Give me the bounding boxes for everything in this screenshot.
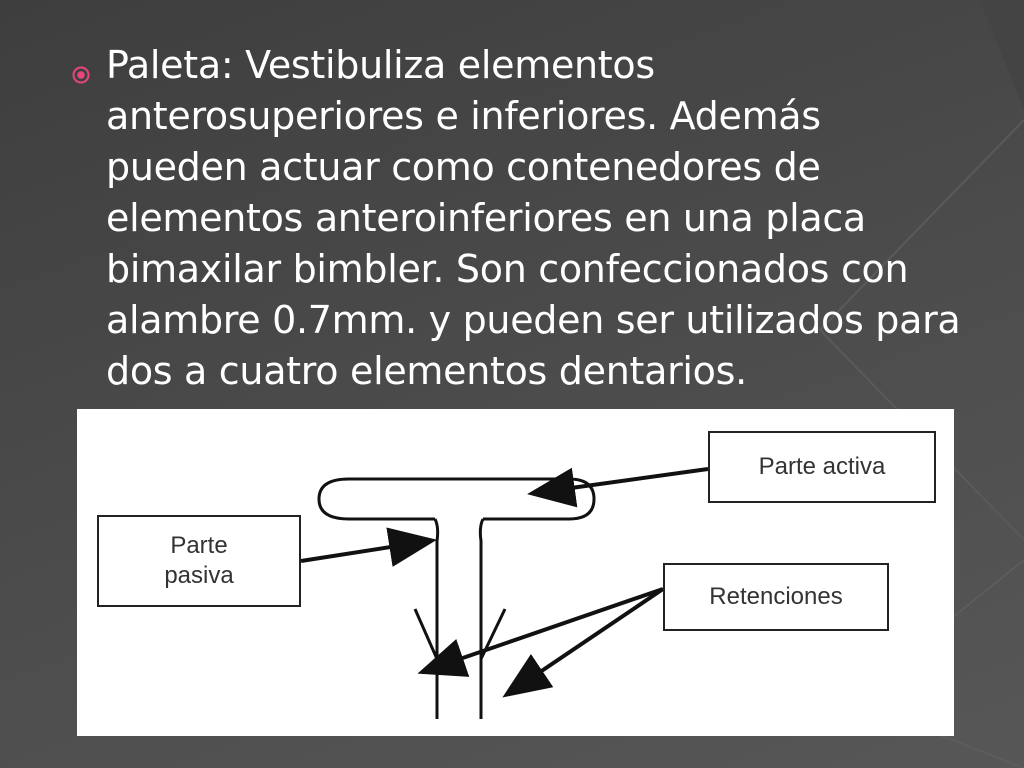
arrow-retenciones-2 [509,589,663,693]
slide-content [64,40,964,410]
bullet-text: Paleta: Vestibuliza elementos anterosuperiores e inferiores. Además pueden actuar como contenedores de elementos anteroinferiores en una placa bimaxilar bimbler. Son confeccionados con alambre 0.7mm. y pueden ser utilizados para dos a cuatro elementos dentarios. [106,43,961,393]
retention-left [415,609,437,659]
arrow-parte-activa [535,469,708,493]
arrow-parte-pasiva [301,541,429,561]
label-retenciones: Retenciones [663,563,889,631]
label-parte-activa: Parte activa [708,431,936,503]
wire-loop [319,479,594,519]
wire-stem-left [435,519,438,719]
arrow-retenciones-1 [425,589,663,671]
paleta-diagram [77,409,954,736]
label-parte-pasiva: Parte pasiva [97,515,301,607]
wire-stem-right [480,519,483,719]
bullet-icon [72,66,90,84]
